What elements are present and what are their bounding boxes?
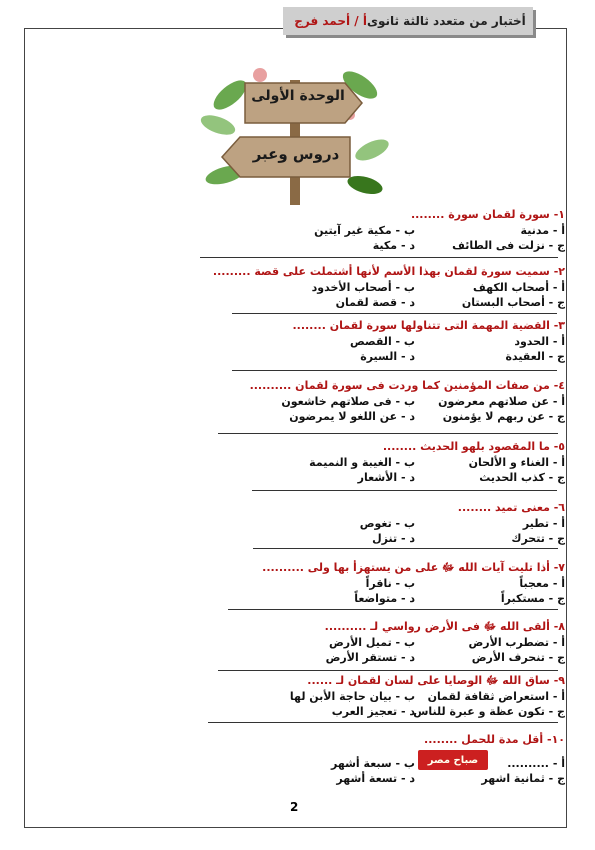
question-10	[200, 732, 565, 786]
option-d: د - متواضعاً	[354, 592, 415, 605]
option-b: ب - بيان حاجة الأبن لها	[289, 690, 415, 703]
option-a: أ - ..........	[507, 757, 565, 770]
question-title: ٧- أذا تليت آيات الله ﷻ على من يستهزأ بها ولى ..........	[262, 561, 565, 574]
option-b: ب - الغيبة و النميمة	[309, 456, 415, 469]
option-d: د - تستقر الأرض	[325, 651, 415, 664]
sign-bottom-text: دروس وعبر	[252, 145, 340, 163]
option-c: ج - العقيدة	[505, 350, 565, 363]
question-title: ٣- القضية المهمة التى تتناولها سورة لقمان ........	[292, 319, 565, 332]
option-c: ج - مستكبراً	[500, 592, 565, 605]
question-1	[200, 207, 565, 253]
separator	[232, 313, 557, 314]
option-a: أ - استعراض ثقافة لقمان	[427, 690, 565, 703]
page-number: 2	[290, 800, 299, 814]
option-c: ج - تتحرك	[511, 532, 565, 545]
question-4	[200, 378, 565, 424]
option-b: ب - سبعة أشهر	[331, 757, 415, 770]
separator	[208, 722, 558, 723]
separator	[232, 370, 557, 371]
option-a: أ - تطير	[522, 517, 565, 530]
option-b: ب - ناقراً	[365, 577, 415, 590]
header-title: أختبار من متعدد ثالثة ثانوى	[366, 14, 526, 28]
option-c: ج - أصحاب البستان	[461, 296, 565, 309]
option-a: أ - تضطرب الأرض	[468, 636, 565, 649]
option-d: د - تنزل	[372, 532, 415, 545]
question-5	[200, 439, 565, 485]
question-title: ١٠- أقل مدة للحمل ........	[424, 733, 565, 746]
option-d: د - تسعة أشهر	[336, 772, 415, 785]
question-3	[200, 318, 565, 364]
question-title: ٢- سميت سورة لقمان بهذا الأسم لأنها أشتملت على قصة .........	[212, 265, 565, 278]
question-8	[200, 619, 565, 665]
sabah-masr-logo	[418, 750, 488, 770]
question-title: ٦- معنى تميد ........	[457, 501, 565, 514]
option-c: ج - تنحرف الأرض	[471, 651, 565, 664]
question-2	[200, 264, 565, 310]
question-title: ٩- ساق الله ﷻ الوصايا على لسان لقمان لـ ......	[307, 674, 565, 687]
option-d: د - السيرة	[360, 350, 415, 363]
option-b: ب - فى صلاتهم خاشعون	[281, 395, 415, 408]
option-c: ج - كذب الحديث	[479, 471, 565, 484]
option-b: ب - مكية غير آيتين	[314, 224, 415, 237]
question-title: ٥- ما المقصود بلهو الحديث ........	[382, 440, 565, 453]
option-c: ج - تكون عظة و عبرة للناس	[413, 705, 565, 718]
question-title: ٤- من صفات المؤمنين كما وردت فى سورة لقمان ..........	[249, 379, 565, 392]
option-c: ج - نزلت فى الطائف	[452, 239, 565, 252]
option-c: ج - عن ربهم لا يؤمنون	[442, 410, 565, 423]
question-9	[200, 673, 565, 719]
option-d: د - قصة لقمان	[335, 296, 415, 309]
option-a: أ - أصحاب الكهف	[473, 281, 565, 294]
logo-text-1: صباح	[453, 754, 479, 766]
separator	[228, 609, 558, 610]
option-b: ب - تميل الأرض	[328, 636, 415, 649]
separator	[200, 257, 558, 258]
option-a: أ - الحدود	[514, 335, 565, 348]
option-d: د - مكية	[372, 239, 415, 252]
sign-top-text: الوحدة الأولى	[251, 88, 345, 104]
separator	[253, 548, 558, 549]
separator	[218, 670, 558, 671]
option-d: د - الأشعار	[357, 471, 415, 484]
separator	[218, 433, 558, 434]
question-title: ١- سورة لقمان سورة ........	[410, 208, 565, 221]
option-a: أ - الغناء و الألحان	[468, 456, 565, 469]
logo-text-2: مصر	[427, 754, 451, 766]
option-a: أ - مدنية	[520, 224, 565, 237]
header-bar	[283, 7, 533, 35]
separator	[252, 490, 557, 491]
option-b: ب - تغوص	[359, 517, 415, 530]
header-author: أ / أحمد فرج	[294, 14, 367, 28]
option-c: ج - ثمانية اشهر	[481, 772, 565, 785]
option-b: ب - القصص	[350, 335, 415, 348]
option-d: د - عن اللغو لا يمرضون	[289, 410, 415, 423]
unit-signpost-illustration	[200, 55, 390, 205]
question-6	[200, 500, 565, 546]
option-a: أ - عن صلاتهم معرضون	[438, 395, 565, 408]
question-7	[200, 560, 565, 606]
option-a: أ - معجباً	[519, 577, 565, 590]
option-b: ب - أصحاب الأخدود	[311, 281, 415, 294]
option-d: د - تعجيز العرب	[331, 705, 415, 718]
question-title: ٨- ألقى الله ﷻ فى الأرض رواسي لـ ..........	[324, 620, 565, 633]
